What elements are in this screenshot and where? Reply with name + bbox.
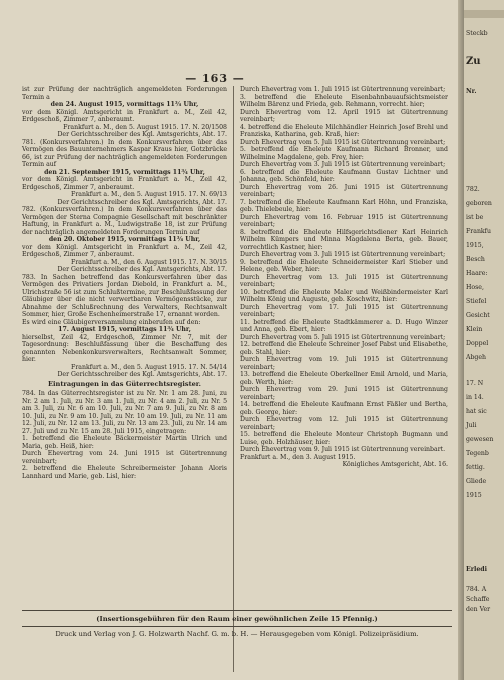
paragraph: 17. August 1915, vormittags 11¾ Uhr, <box>58 326 191 333</box>
paragraph: Frankfurt a. M., den 5. August 1915. 17. N. 54/14 <box>71 363 227 371</box>
page-fragment: Haare: <box>466 270 488 277</box>
paragraph: vor dem Königl. Amtsgericht in Frankfurt a. M., Zeil 42, Erdgeschoß, Zimmer 7, anberaumt. <box>22 243 227 258</box>
paragraph: Es wird eine Gläubigerversammlung einberufen auf den: <box>22 318 201 326</box>
page-number: — 163 — <box>185 72 245 85</box>
page-fragment: 1915, <box>466 242 484 249</box>
paragraph: Der Gerichtsschreiber des Kgl. Amtsgerichts, Abt. 17. <box>57 266 227 273</box>
page-edge-band <box>464 10 504 18</box>
page-fragment: Erledi <box>466 566 487 573</box>
paragraph: Frankfurt a. M., den 5. August 1915. 17. N. 69/13 <box>71 191 227 198</box>
page-fragment: Tegenb <box>466 450 489 457</box>
paragraph: 4. betreffend die Eheleute Milchhändler Heinrich Josef Brehl und Franziska, Katharina, geb. Kraß, hier: <box>240 123 448 138</box>
paragraph: 782. (Konkursverfahren.) In dem Konkursverfahren über das Vermögen der Sterna Compagnie Gesellschaft mit beschränkter Haftung, in Frankfurt a. M., Ludwigstraße 18, ist zur Prüfung der nachträglich angemeldeten Forderungen Termin auf <box>22 206 227 236</box>
page-fragment: Frankfu <box>466 228 491 235</box>
paragraph: 1. betreffend die Eheleute Bäckermeister Martin Ulrich und Maria, geb. Heiß, hier: <box>22 435 227 450</box>
paragraph: Der Gerichtsschreiber des Kgl. Amtsgerichts, Abt. 17. <box>57 198 227 206</box>
page-fragment: Zu <box>466 56 481 67</box>
page-fragment: 17. N <box>466 380 484 387</box>
paragraph: 783. In Sachen betreffend das Konkursverfahren über das Vermögen des Privatiers Jordan Diebold, in Frankfurt a. M., Ulrichstraße 56 ist zum Schlußtermine, zur Beschlußfassung der Gläubiger über die nicht verwertbaren Vermögensstücke, zur Abnahme der Schlußrechnung des Verwalters, Rechtsanwalt Sommer, hier, Große Eschenheimerstraße 17, ernannt worden. <box>22 273 227 318</box>
paragraph: 9. betreffend die Eheleute Schneidermeister Karl Stieber und Helene, geb. Weber, hier: <box>240 258 448 273</box>
page-fragment: Hose, <box>466 284 484 291</box>
paragraph: Durch Ehevertrag vom 24. Juni 1915 ist Gütertrennung vereinbart; <box>22 450 227 465</box>
page-fragment: fettig. <box>466 464 485 471</box>
page-fragment: Besch <box>466 256 485 263</box>
paragraph: Durch Ehevertrag vom 5. Juli 1915 ist Gütertrennung vereinbart; <box>240 333 446 341</box>
dateline: Frankfurt a. M., den 3. August 1915. <box>240 453 356 461</box>
page-fragment: Gesicht <box>466 312 490 319</box>
paragraph: 13. betreffend die Eheleute Oberkellner Emil Arnold, und Maria, geb. Werth, hier: <box>240 371 448 386</box>
paragraph: Frankfurt a. M., den 6. August 1915. 17. N. 30/15 <box>71 258 227 266</box>
paragraph: Durch Ehevertrag vom 13. Juli 1915 ist Gütertrennung vereinbart; <box>240 273 448 288</box>
paragraph: den 21. September 1915, vormittags 11¾ Uhr, <box>44 168 205 176</box>
paragraph: Der Gerichtsschreiber des Kgl. Amtsgerichts, Abt. 17. <box>57 131 227 138</box>
fee-notice: (Insertionsgebühren für den Raum einer gewöhnlichen Zeile 15 Pfennig.) <box>96 615 378 623</box>
paragraph: 3. betreffend die Eheleute Eisenbahnbauaufsichtsmeister Wilhelm Bärenz und Frieda, geb. Rehmann, vorrecht. hier; <box>240 93 448 108</box>
paragraph: 5. betreffend die Eheleute Kaufmann Richard Bronner, und Wilhelmine Magdalene, geb. Frey, hier: <box>240 146 448 161</box>
paragraph: Durch Ehevertrag vom 17. Juli 1915 ist Gütertrennung vereinbart; <box>240 303 448 318</box>
paragraph: 2. betreffend die Eheleute Schreibermeister Johann Aloris Lannhard und Marie, geb. Lisl, hier: <box>22 465 227 480</box>
paragraph: 15. betreffend die Eheleute Monteur Christoph Bugmann und Luise, geb. Holzhäuser, hier: <box>240 431 448 446</box>
paragraph: Durch Ehevertrag vom 3. Juli 1915 ist Gütertrennung vereinbart; <box>240 161 446 168</box>
page-fragment: hat sic <box>466 408 487 415</box>
imprint: Druck und Verlag von J. G. Holzwarth Nachf. G. m. b. H. — Herausgegeben vom Königl. Polizeipräsidium. <box>55 630 419 638</box>
paragraph: Durch Ehevertrag vom 12. Juli 1915 ist Gütertrennung vereinbart; <box>240 416 448 431</box>
page-fragment: 782. <box>466 186 480 193</box>
signature-line: Königliches Amtsgericht, Abt. 16. <box>342 461 448 468</box>
paragraph: 7. betreffend die Eheleute Kaufmann Karl Höhn, und Franziska, geb. Thielebeule, hier: <box>240 198 448 213</box>
page-fragment: Abgeh <box>466 354 487 361</box>
paragraph: Frankfurt a. M., den 5. August 1915. 17. N. 20/1508 <box>63 123 227 131</box>
paragraph: Durch Ehevertrag vom 1. Juli 1915 ist Gütertrennung vereinbart; <box>240 86 446 93</box>
paragraph: Durch Ehevertrag vom 5. Juli 1915 ist Gütertrennung vereinbart; <box>240 138 446 146</box>
footer-rule <box>22 626 452 627</box>
paragraph: 12. betreffend die Eheleute Schreiner Josef Pabst und Elisabethe, geb. Stahl, hier: <box>240 341 448 356</box>
paragraph: 784. In das Güterrechtsregister ist zu Nr. Nr. 1 am 28. Juni, zu Nr. 2 am 1. Juli, zu Nr. 3 am 1. Juli, zu Nr. 4 am 2. Juli, zu Nr. 5 am 3. Juli, zu Nr. 6 am 10. Juli, zu Nr. 7 am 9. Juli, zu Nr. 8 am 10. Juli, zu Nr. 9 am 10. Juli, zu Nr. 10 am 19. Juli, zu Nr. 11 am 12. Juli, zu Nr. 12 am 13. Juli, zu Nr. 13 am 23. Juli, zu Nr. 14 am 27. Juli und zu Nr. 15 am 28. Juli 1915, eingetragen: <box>22 390 227 435</box>
page-fragment: Nr. <box>466 88 477 95</box>
paragraph: vor dem Königl. Amtsgericht in Frankfurt a. M., Zeil 42, Erdgeschoß, Zimmer 7, anberaumt. <box>22 108 227 123</box>
page-fragment: geboren <box>466 200 492 207</box>
paragraph: Durch Ehevertrag vom 16. Februar 1915 ist Gütertrennung vereinbart; <box>240 213 448 228</box>
next-page-edge <box>464 0 504 680</box>
page-fragment: Klein <box>466 326 483 333</box>
paragraph: Durch Ehevertrag vom 26. Juni 1915 ist Gütertrennung vereinbart; <box>240 183 448 198</box>
paragraph: den 20. Oktober 1915, vormittags 11¾ Uhr, <box>48 236 201 243</box>
paragraph: den 24. August 1915, vormittags 11¾ Uhr, <box>50 101 199 108</box>
paragraph: Durch Ehevertrag vom 29. Juni 1915 ist Gütertrennung vereinbart; <box>240 386 448 401</box>
right-column <box>240 86 448 469</box>
page-fragment: den Ver <box>466 606 491 613</box>
column-divider <box>233 86 234 672</box>
page-fragment: Schaffe <box>466 596 490 603</box>
paragraph: 8. betreffend die Eheleute Hilfsgerichtsdiener Karl Heinrich Wilhelm Kümpers und Minna Magdalena Berta, geb. Bauer, vorrechtlich Kastner, hier: <box>240 228 448 251</box>
page-fragment: in 14. <box>466 394 484 401</box>
paragraph: 14. betreffend die Eheleute Kaufmann Ernst Fäßler und Bertha, geb. George, hier: <box>240 401 448 416</box>
paragraph: Der Gerichtsschreiber des Kgl. Amtsgerichts, Abt. 17. <box>57 371 227 378</box>
section-heading: Eintragungen in das Güterrechtsregister. <box>48 379 201 388</box>
page-fragment: Doppel <box>466 340 489 347</box>
page-fragment: 784. A <box>466 586 487 593</box>
page-fragment: gewesen <box>466 436 494 443</box>
page-fragment: ist be <box>466 214 484 221</box>
paragraph: 10. betreffend die Eheleute Maler und Weißbindermeister Karl Wilhelm König und Auguste, geb. Koschwitz, hier: <box>240 288 448 303</box>
page-fragment: Steckb <box>466 30 488 37</box>
page-fragment: 1915 <box>466 492 482 499</box>
page-fragment: Juli <box>466 422 477 429</box>
paragraph: 781. (Konkursverfahren.) In dem Konkursverfahren über das Vermögen des Bauunternehmers Kaspar Kraus hier, Gotzbrücke 66, ist zur Prüfung der nachträglich angemeldeten Forderungen Termin auf <box>22 138 227 168</box>
page-fragment: Gliede <box>466 478 487 485</box>
paragraph: 11. betreffend die Eheleute Stadtkämmerer a. D. Hugo Winzer und Anna, geb. Ebert, hier: <box>240 318 448 333</box>
paragraph: hierselbst, Zeil 42, Erdgeschoß, Zimmer Nr. 7, mit der Tagesordnung: Beschlußfassung über die Beschaffung des genannten Nebenkonkursverwalters, Rechtsanwalt Sommer, hier. <box>22 333 227 363</box>
paragraph: Durch Ehevertrag vom 12. April 1915 ist Gütertrennung vereinbart; <box>240 108 448 123</box>
paragraph: vor dem Königl. Amtsgericht in Frankfurt a. M., Zeil 42, Erdgeschoß, Zimmer 7, anberaumt. <box>22 176 227 191</box>
paragraph: Durch Ehevertrag vom 3. Juli 1915 ist Gütertrennung vereinbart; <box>240 251 446 258</box>
paragraph: ist zur Prüfung der nachträglich angemeldeten Forderungen Termin a <box>22 86 227 101</box>
paragraph: 6. betreffend die Eheleute Kaufmann Gustav Lichtner und Johanna, geb. Schönfeld, hier: <box>240 168 448 183</box>
footer-rule <box>22 610 452 611</box>
page-fragment: Stiefel <box>466 298 487 305</box>
paragraph: Durch Ehevertrag vom 9. Juli 1915 ist Gütertrennung vereinbart. <box>240 446 446 453</box>
paragraph: Durch Ehevertrag vom 19. Juli 1915 ist Gütertrennung vereinbart; <box>240 356 448 371</box>
left-column <box>22 86 227 480</box>
